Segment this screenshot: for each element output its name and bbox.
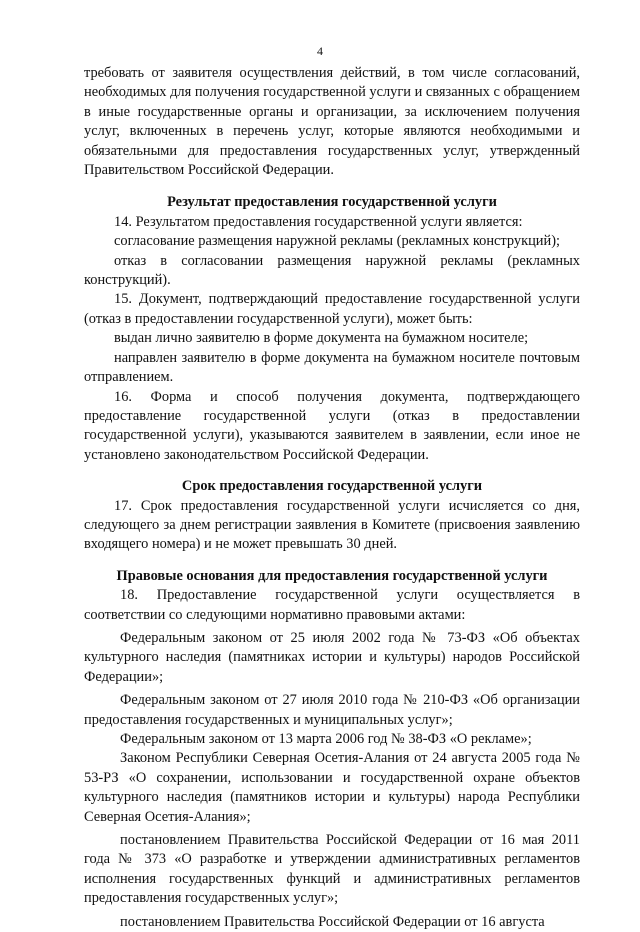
paragraph-17: 17. Срок предоставления государственной услуги исчисляется со дня, следующего за днем регистрации заявления в Комитете (присвоения заявлению входящего номера) и не может превышать 30 дней. [84, 497, 580, 553]
paragraph-continuation: требовать от заявителя осуществления действий, в том числе согласований, необходимых для получения государственной услуги и связанных с обращением в иные государственные органы и организации, за исключением получения услуг, включенных в перечень услуг, которые являются необходимыми и обязательными для предоставления государственных услуг, утвержденный Правительством Российской Федерации. [84, 65, 580, 179]
section-heading-legal-basis: Правовые основания для предоставления государственной услуги [116, 567, 548, 584]
law-item-3: Федеральным законом от 13 марта 2006 год № 38-ФЗ «О рекламе»; [120, 731, 532, 747]
paragraph-16: 16. Форма и способ получения документа, подтверждающего предоставление государственной услуги (отказ в предоставлении государственной услуги), указываются заявителем в заявлении, если иное не установлено законодательством Российской Федерации. [84, 388, 580, 463]
law-item-4: Законом Республики Северная Осетия-Алания от 24 августа 2005 года № 53-РЗ «О сохранении, использовании и государственной охране объектов культурного наследия (памятников истории и культуры) народа Республики Северная Осетия-Алания»; [84, 750, 580, 825]
law-item-1: Федеральным законом от 25 июля 2002 года № 73-ФЗ «Об объектах культурного наследия (памятниках истории и культуры) народов Российской Федерации»; [84, 629, 580, 685]
law-item-2: Федеральным законом от 27 июля 2010 года № 210-ФЗ «Об организации предоставления государственных и муниципальных услуг»; [84, 692, 580, 728]
paragraph-15-item-2: направлен заявителю в форме документа на бумажном носителе почтовым отправлением. [84, 349, 580, 386]
paragraph-18: 18. Предоставление государственной услуги осуществляется в соответствии со следующими нормативно правовыми актами: [84, 587, 580, 623]
law-item-5: постановлением Правительства Российской Федерации от 16 мая 2011 года № 373 «О разработке и утверждении административных регламентов исполнения государственных функций и административных регламентов предоставления государственных услуг»; [84, 832, 580, 907]
paragraph-15-item-1: выдан лично заявителю в форме документа на бумажном носителе; [114, 330, 529, 347]
paragraph-14-item-2: отказ в согласовании размещения наружной рекламы (рекламных конструкций). [84, 252, 580, 289]
paragraph-15: 15. Документ, подтверждающий предоставление государственной услуги (отказ в предоставлении государственной услуги), может быть: [84, 291, 580, 327]
paragraph-14-item-1: согласование размещения наружной рекламы (рекламных конструкций); [114, 233, 560, 250]
section-heading-term: Срок предоставления государственной услуги [181, 478, 483, 495]
document-body [84, 64, 580, 932]
section-heading-result: Результат предоставления государственной услуги [167, 194, 497, 211]
law-item-6: постановлением Правительства Российской Федерации от 16 августа [120, 913, 545, 930]
paragraph-14: 14. Результатом предоставления государственной услуги является: [114, 213, 523, 230]
page-number: 4 [317, 44, 323, 58]
